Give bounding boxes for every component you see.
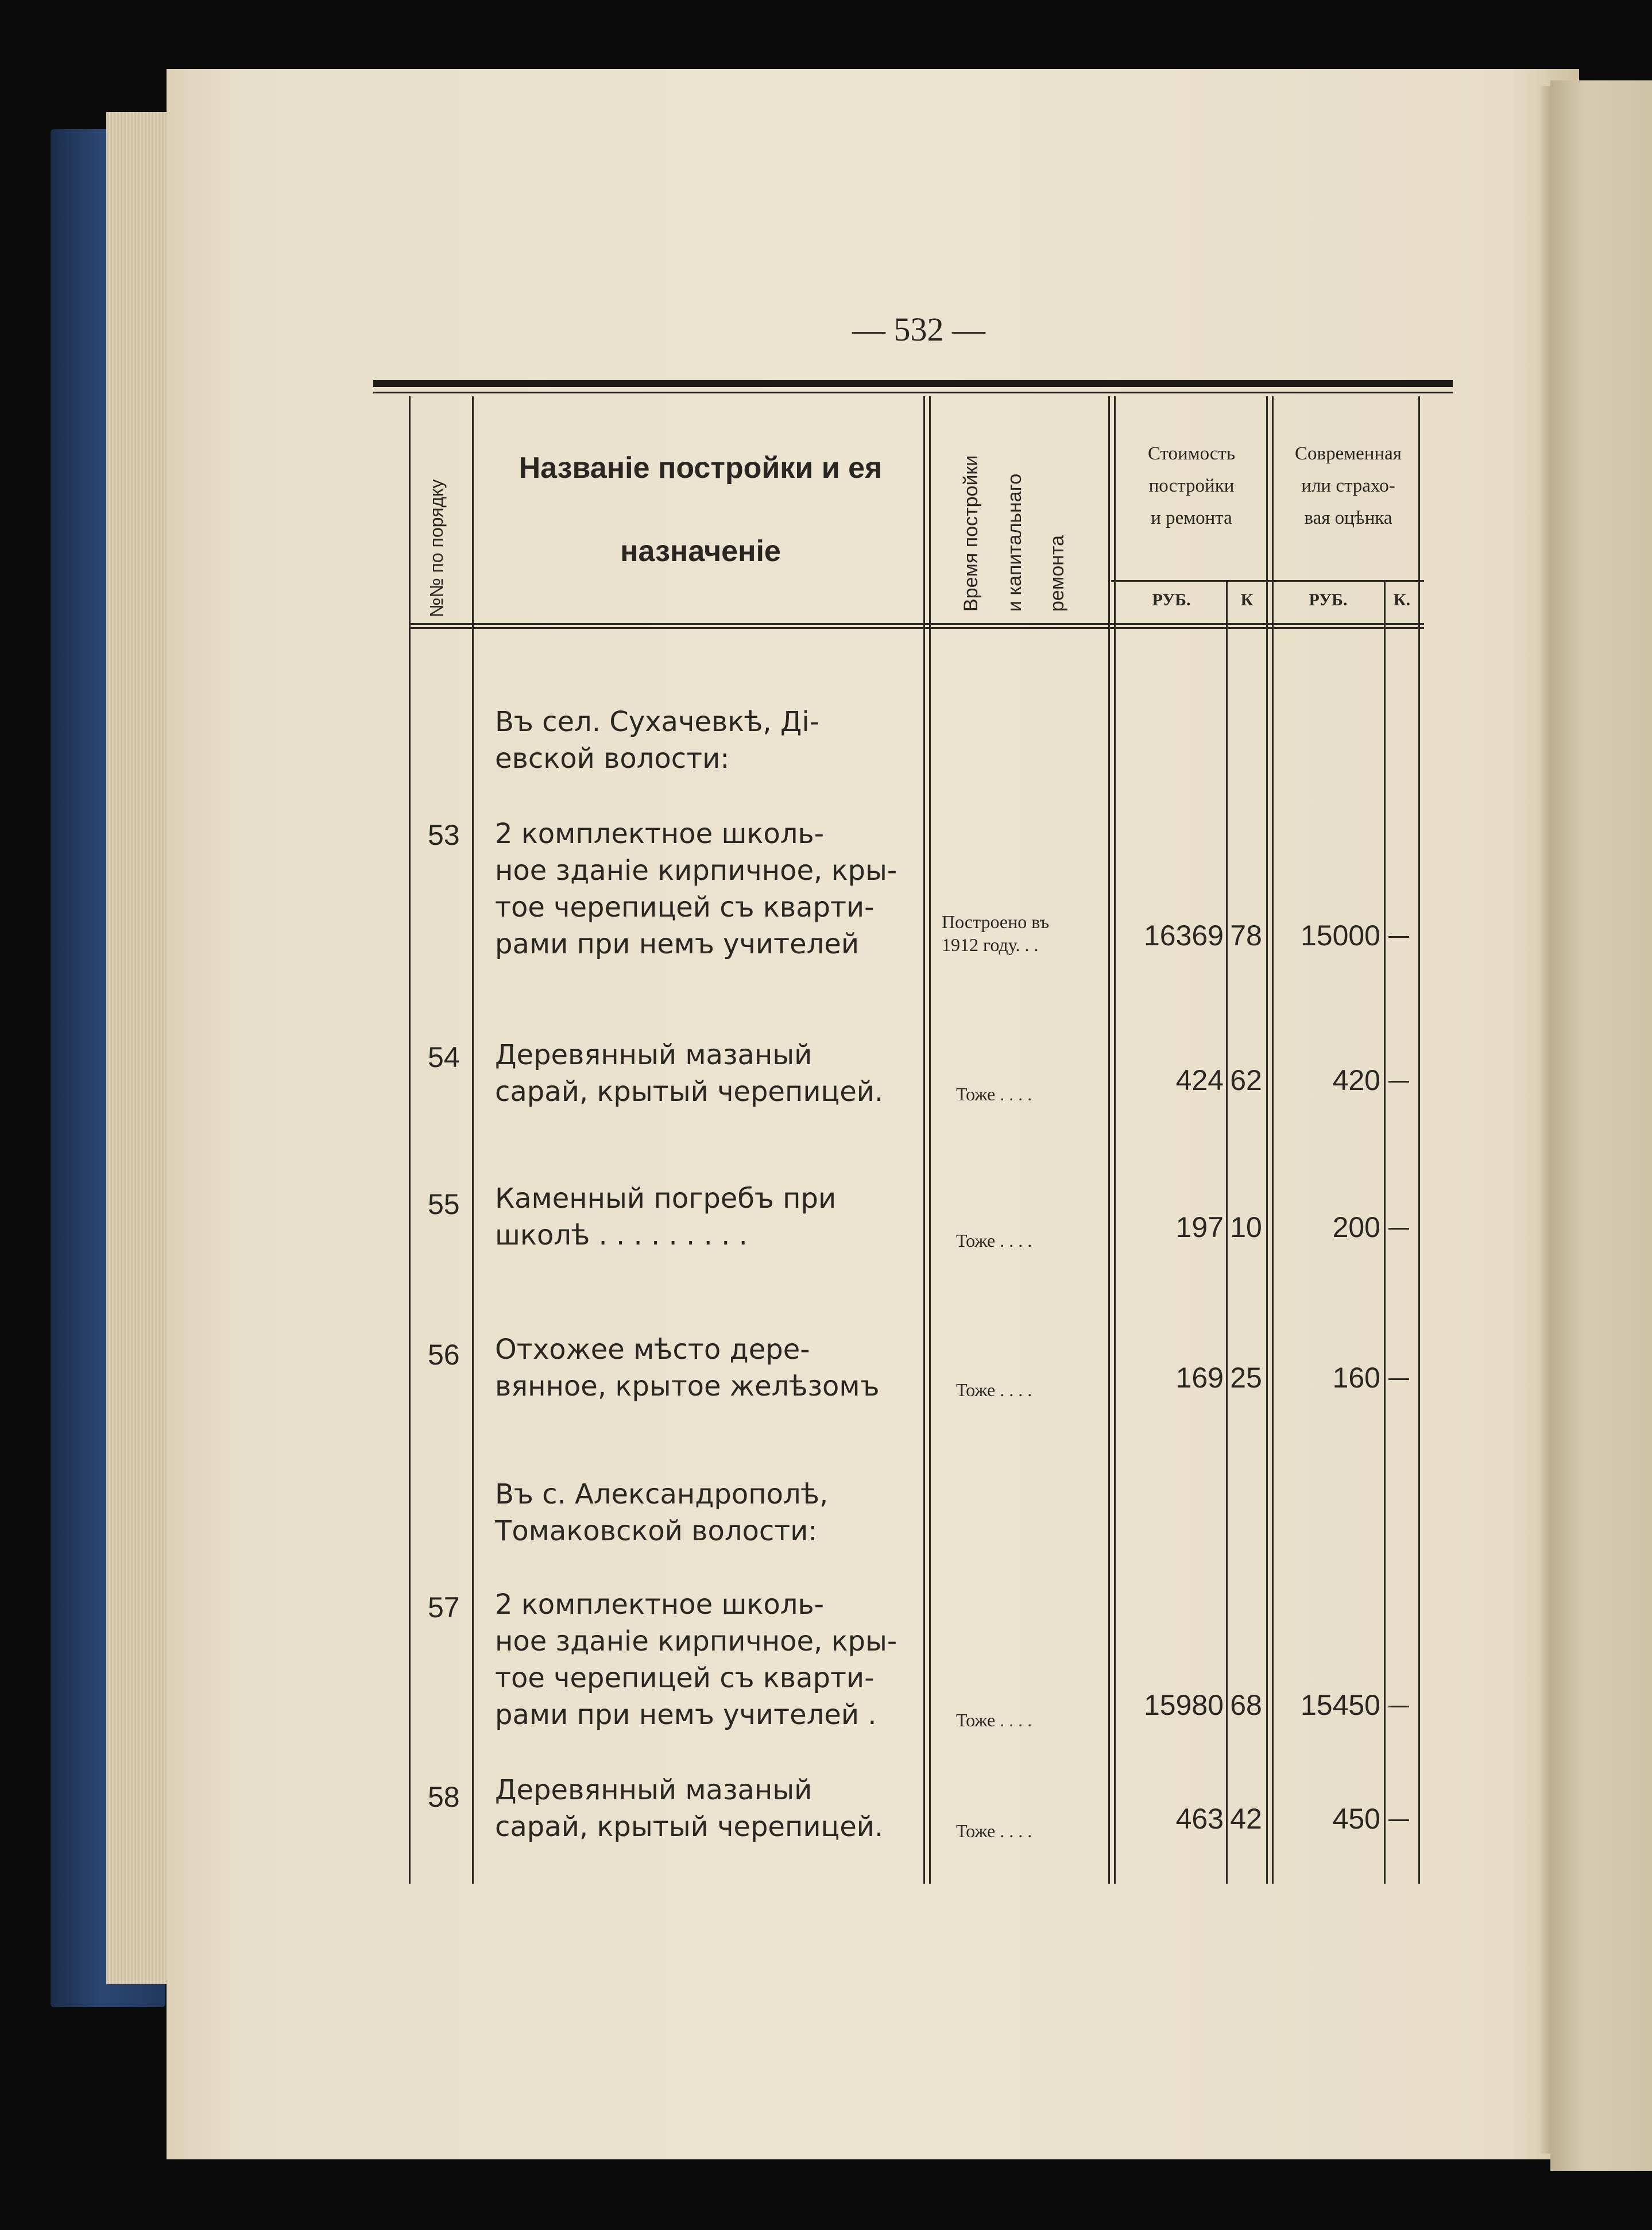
column-line [1114,396,1116,1884]
row-cost-rub: 463 [1175,1803,1224,1835]
column-line [929,396,931,1884]
row-name: 2 комплектное школь- ное зданіе кирпичное, кры- тое черепицей съ кварти- рами при немъ учителей [495,818,897,960]
row-est-kop-dash [1388,1081,1409,1083]
header-cost-line2: постройки [1148,476,1235,496]
row-est-rub: 420 [1332,1064,1380,1096]
row-est-kop-dash [1388,1706,1409,1707]
column-line [472,396,474,1884]
header-time-line1: Время постройки [960,455,982,612]
row-name: Каменный погребъ при школѣ . . . . . . . . . [495,1182,837,1251]
row-number: 53 [428,819,460,851]
row-when: Тоже . . . . [956,1084,1032,1104]
row-number: 54 [428,1041,460,1073]
column-line [409,396,411,1884]
row-est-kop-dash [1388,1819,1409,1821]
column-line [1384,580,1386,1884]
row-number: 55 [428,1188,460,1220]
row-cost-rub: 424 [1175,1064,1224,1096]
unit-kop-2: К. [1393,590,1411,609]
header-estimate-line1: Современная [1295,443,1402,464]
table-top-rule-thin [373,392,1453,393]
row-est-kop-dash [1388,1378,1409,1380]
row-est-rub: 15000 [1300,919,1380,952]
row-cost-kop: 62 [1230,1064,1262,1096]
row-cost-rub: 16369 [1143,919,1224,952]
row-cost-kop: 78 [1230,919,1262,952]
row-name: Деревянный мазаный сарай, крытый черепицей. [495,1774,884,1843]
header-cost-line3: и ремонта [1151,508,1232,528]
column-line [1418,396,1420,1884]
section-heading: Въ с. Александрополѣ, Томаковской волости: [495,1478,829,1547]
row-number: 57 [428,1591,460,1624]
header-estimate-line3: вая оцѣнка [1304,508,1392,528]
row-number: 56 [428,1339,460,1371]
row-cost-rub: 15980 [1143,1689,1224,1721]
unit-kop: К [1240,590,1253,609]
row-est-rub: 15450 [1300,1689,1380,1721]
row-when: Построено въ 1912 году. . . [942,911,1050,955]
row-name: Деревянный мазаный сарай, крытый черепицей. [495,1039,884,1108]
row-cost-kop: 25 [1230,1362,1262,1394]
header-name-line2: назначеніе [620,535,781,568]
header-time-line2: и капитальнаго [1004,473,1026,612]
unit-rub-2: РУБ. [1309,590,1348,609]
row-number: 58 [428,1781,460,1813]
column-line [1266,396,1268,1884]
header-estimate-line2: или страхо- [1301,476,1395,496]
header-time-line3: ремонта [1046,535,1068,612]
row-when: Тоже . . . . [956,1710,1032,1730]
row-name: 2 комплектное школь- ное зданіе кирпичное, кры- тое черепицей съ кварти- рами при немъ учителей . [495,1589,897,1731]
row-when: Тоже . . . . [956,1821,1032,1841]
table-top-rule [373,380,1453,387]
column-line [1108,396,1110,1884]
row-cost-rub: 197 [1175,1211,1224,1243]
unit-rub: РУБ. [1152,590,1191,609]
row-cost-kop: 42 [1230,1803,1262,1835]
page-number: — 532 — [852,311,985,348]
row-when: Тоже . . . . [956,1230,1032,1251]
row-est-rub: 450 [1332,1803,1380,1835]
row-cost-kop: 68 [1230,1689,1262,1721]
row-when: Тоже . . . . [956,1379,1032,1400]
row-cost-kop: 10 [1230,1211,1262,1243]
facing-page [1550,80,1652,2171]
row-cost-rub: 169 [1175,1362,1224,1394]
row-name: Отхожее мѣсто дере- вянное, крытое желѣзомъ [495,1334,880,1402]
row-est-rub: 160 [1332,1362,1380,1394]
section-heading: Въ сел. Сухачевкѣ, Ді- евской волости: [495,706,820,775]
row-est-rub: 200 [1332,1211,1380,1243]
column-line [923,396,925,1884]
column-line [1272,396,1274,1884]
header-number: №№ по порядку [426,479,447,617]
header-name-line1: Названіе постройки и ея [519,451,883,485]
header-cost-line1: Стоимость [1147,443,1236,464]
row-est-kop-dash [1388,936,1409,938]
row-est-kop-dash [1388,1228,1409,1230]
